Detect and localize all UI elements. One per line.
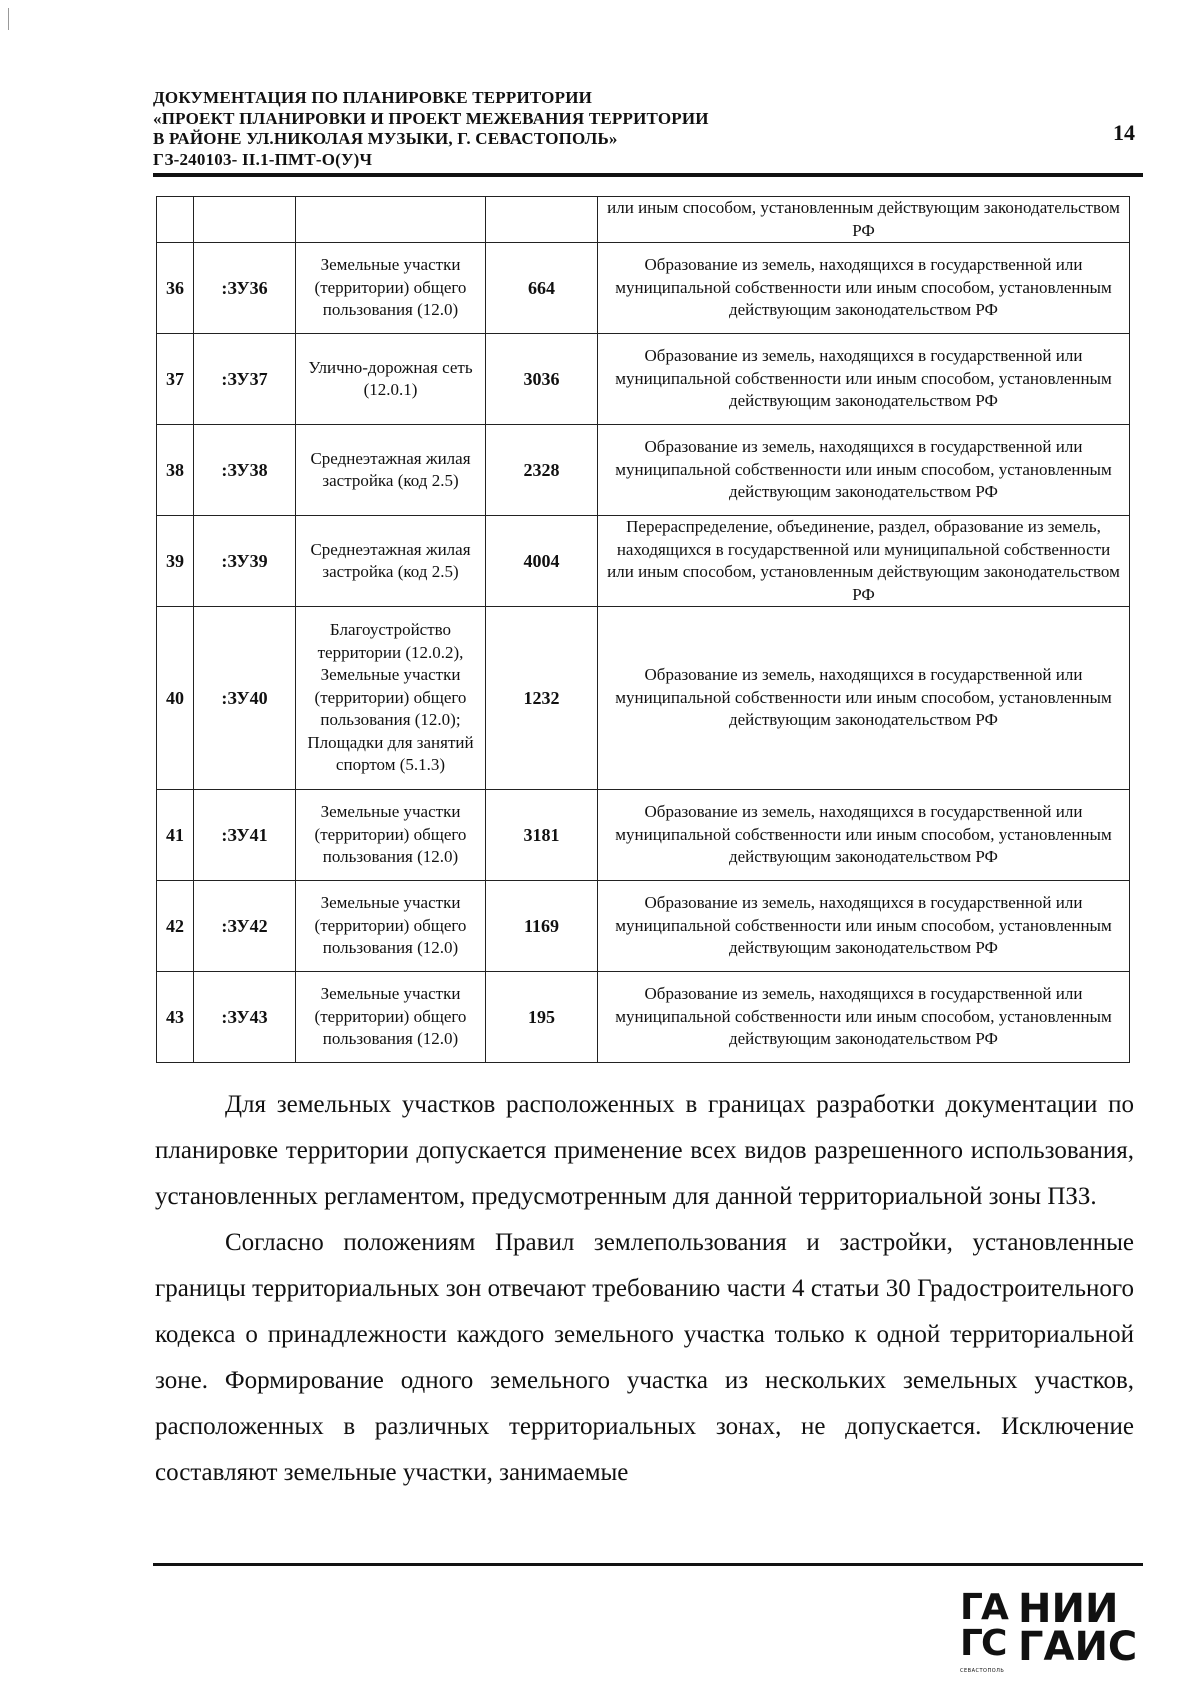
header-line-1: ДОКУМЕНТАЦИЯ ПО ПЛАНИРОВКЕ ТЕРРИТОРИИ [153,88,593,107]
table-cell [296,197,486,243]
table-cell [194,197,296,243]
plot-code: :ЗУ36 [194,243,296,334]
plot-area: 664 [486,243,598,334]
logo-name-bottom: ГАИС [1018,1624,1138,1670]
formation-method: Образование из земель, находящихся в государственной или муниципальной собственности или иным способом, установленным действующим законодательством РФ [598,334,1130,425]
row-number: 37 [157,334,194,425]
plot-area: 3036 [486,334,598,425]
row-number: 40 [157,607,194,790]
plot-code: :ЗУ43 [194,972,296,1063]
permitted-use: Земельные участки (территории) общего пользования (12.0) [296,790,486,881]
table-cell [486,197,598,243]
page-number: 14 [1113,120,1135,145]
paragraph: Согласно положениям Правил землепользования и застройки, установленные границы территориальных зон отвечают требованию части 4 статьи 30 Градостроительного кодекса о принадлежности каждого земельного участка только к одной территориальной зоне. Формирование одного земельного участка из нескольких земельных участков, расположенных в различных территориальных зонах, не допускается. Исключение составляют земельные участки, занимаемые [155,1229,1134,1486]
logo-name-top: НИИ [1018,1586,1119,1632]
table-row [157,790,1130,881]
table-row-continuation [157,197,1130,243]
row-number: 36 [157,243,194,334]
plot-code: :ЗУ39 [194,516,296,607]
formation-method: Перераспределение, объединение, раздел, образование из земель, находящихся в государственной или муниципальной собственности или иным способом, установленным действующим законодательством РФ [598,516,1130,607]
row-number: 42 [157,881,194,972]
plot-area: 195 [486,972,598,1063]
plot-area: 1169 [486,881,598,972]
permitted-use: Земельные участки (территории) общего пользования (12.0) [296,243,486,334]
header-title [153,88,1143,170]
header-line-4: ГЗ-240103- II.1-ПМТ-О(У)Ч [153,149,373,169]
logo-city: СЕВАСТОПОЛЬ [960,1668,1005,1674]
row-number: 43 [157,972,194,1063]
land-plots-table [156,196,1130,1063]
formation-method: Образование из земель, находящихся в государственной или муниципальной собственности или иным способом, установленным действующим законодательством РФ [598,881,1130,972]
plot-code: :ЗУ40 [194,607,296,790]
formation-method: Образование из земель, находящихся в государственной или муниципальной собственности или иным способом, установленным действующим законодательством РФ [598,790,1130,881]
row-number: 39 [157,516,194,607]
plot-code: :ЗУ38 [194,425,296,516]
logo-name [1018,1586,1138,1670]
formation-method: Образование из земель, находящихся в государственной или муниципальной собственности или иным способом, установленным действующим законодательством РФ [598,972,1130,1063]
body-text [155,1082,1134,1496]
table-row [157,607,1130,790]
plot-area: 1232 [486,607,598,790]
logo-mark-bottom: ГС [960,1623,1006,1664]
permitted-use: Благоустройство территории (12.0.2), Земельные участки (территории) общего пользования (12.0); Площадки для занятий спортом (5.1.3) [296,607,486,790]
row-number: 38 [157,425,194,516]
table-row [157,425,1130,516]
scan-artifact [8,8,9,30]
permitted-use: Земельные участки (территории) общего пользования (12.0) [296,881,486,972]
table-row [157,243,1130,334]
table-row [157,516,1130,607]
permitted-use: Среднеэтажная жилая застройка (код 2.5) [296,516,486,607]
footer-divider [153,1563,1143,1566]
table-row [157,881,1130,972]
paragraph: Для земельных участков расположенных в границах разработки документации по планировке территории допускается применение всех видов разрешенного использования, установленных регламентом, предусмотренным для данной территориальной зоны ПЗЗ. [155,1091,1134,1210]
plot-code: :ЗУ41 [194,790,296,881]
permitted-use: Земельные участки (территории) общего пользования (12.0) [296,972,486,1063]
method-cell: или иным способом, установленным действующим законодательством РФ [598,197,1130,243]
header-divider [153,173,1143,177]
logo-mark-top: ГА [960,1587,1007,1628]
header-line-2: «ПРОЕКТ ПЛАНИРОВКИ И ПРОЕКТ МЕЖЕВАНИЯ ТЕРРИТОРИИ [153,108,709,128]
document-header [153,88,1143,170]
formation-method: Образование из земель, находящихся в государственной или муниципальной собственности или иным способом, установленным действующим законодательством РФ [598,607,1130,790]
plot-area: 3181 [486,790,598,881]
permitted-use: Среднеэтажная жилая застройка (код 2.5) [296,425,486,516]
header-line-3: В РАЙОНЕ УЛ.НИКОЛАЯ МУЗЫКИ, Г. СЕВАСТОПОЛЬ» [153,129,618,148]
table-cell [157,197,194,243]
table-row [157,334,1130,425]
formation-method: Образование из земель, находящихся в государственной или муниципальной собственности или иным способом, установленным действующим законодательством РФ [598,243,1130,334]
plot-area: 4004 [486,516,598,607]
formation-method: Образование из земель, находящихся в государственной или муниципальной собственности или иным способом, установленным действующим законодательством РФ [598,425,1130,516]
company-logo [960,1586,1140,1680]
row-number: 41 [157,790,194,881]
plot-code: :ЗУ37 [194,334,296,425]
plot-code: :ЗУ42 [194,881,296,972]
logo-mark [960,1587,1010,1664]
permitted-use: Улично-дорожная сеть (12.0.1) [296,334,486,425]
plot-area: 2328 [486,425,598,516]
table-row [157,972,1130,1063]
